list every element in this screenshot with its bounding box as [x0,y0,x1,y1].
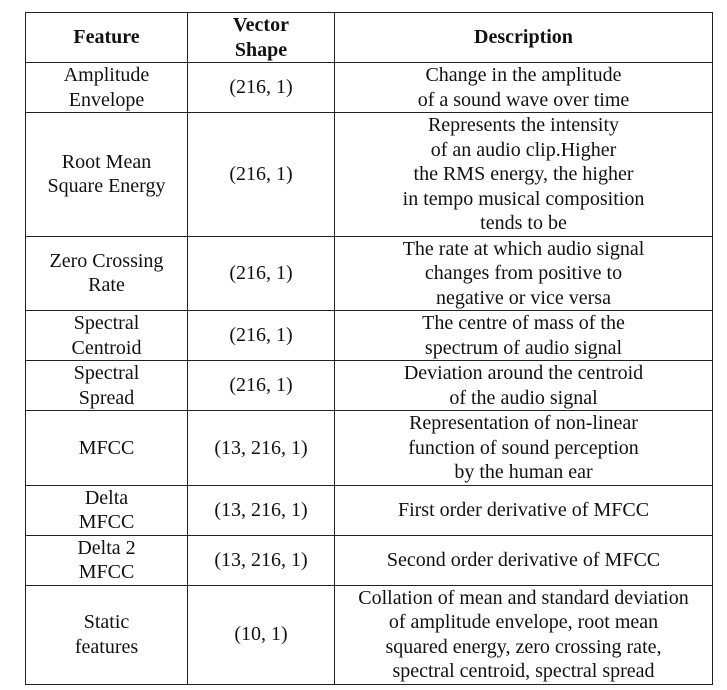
description-cell [335,236,713,311]
shape-cell [188,411,335,486]
description-cell-text: the RMS energy, the higher [413,163,634,185]
shape-cell-text: (10, 1) [234,623,288,646]
table-body [26,63,713,685]
table-row [26,236,713,311]
description-cell-text: Representation of non-linear [409,412,638,434]
header-shape-line-1: Vector [233,14,289,36]
description-cell [335,63,713,113]
header-description-label: Description [474,26,573,49]
description-cell-text: The rate at which audio signal [402,237,645,260]
shape-cell-text: (216, 1) [229,324,293,347]
description-cell-text: tends to be [480,212,567,234]
feature-cell-text: Static [83,611,130,633]
shape-cell-text: (13, 216, 1) [214,498,308,521]
description-cell [335,113,713,237]
shape-cell-text: (216, 1) [229,374,293,397]
feature-cell-text: Centroid [71,336,142,359]
description-cell [335,535,713,585]
description-cell [335,311,713,361]
feature-cell [26,311,188,361]
table-row [26,411,713,486]
table-row [26,63,713,113]
description-cell [335,485,713,535]
table-row [26,485,713,535]
table-row [26,311,713,361]
shape-cell [188,311,335,361]
feature-cell-text: Root Mean [61,150,152,173]
feature-cell-text: Rate [88,274,125,297]
description-cell-text: squared energy, zero crossing rate, [385,635,662,658]
shape-cell-text: (13, 216, 1) [214,436,308,459]
description-cell-text: First order derivative of MFCC [397,498,650,521]
feature-cell [26,113,188,237]
description-cell-text: in tempo musical composition [402,187,645,210]
feature-cell-text: Envelope [68,88,145,111]
description-cell-text: of an audio clip.Higher [430,138,617,161]
description-cell-text: of the audio signal [449,386,598,409]
feature-cell-text: Amplitude [63,64,150,86]
description-cell-text: Collation of mean and standard deviation [358,586,689,609]
shape-cell [188,535,335,585]
header-feature-label: Feature [73,26,140,49]
description-cell-text: Represents the intensity [427,114,620,136]
feature-cell-text: Spectral [73,362,140,384]
header-shape-line-2: Shape [234,38,288,61]
feature-cell [26,361,188,411]
feature-cell-text: Delta 2 [77,536,136,559]
feature-cell [26,535,188,585]
header-description [335,13,713,63]
feature-cell-text: MFCC [78,561,135,583]
shape-cell-text: (216, 1) [229,163,293,185]
table-row [26,113,713,237]
feature-cell [26,585,188,684]
shape-cell-text: (216, 1) [229,262,293,284]
feature-cell-text: MFCC [78,511,135,533]
feature-cell [26,411,188,486]
description-cell-text: The centre of mass of the [422,312,625,334]
features-table [25,12,713,685]
description-cell-text: of amplitude envelope, root mean [388,611,659,633]
description-cell-text: of a sound wave over time [417,88,630,111]
description-cell-text: Change in the amplitude [425,64,622,86]
shape-cell [188,63,335,113]
feature-cell-text: Zero Crossing [49,249,164,272]
feature-cell [26,63,188,113]
shape-cell [188,361,335,411]
description-cell-text: spectrum of audio signal [424,336,623,359]
description-cell [335,411,713,486]
description-cell-text: negative or vice versa [436,286,611,309]
shape-cell [188,485,335,535]
description-cell-text: function of sound perception [408,436,639,459]
shape-cell-text: (13, 216, 1) [214,548,308,571]
description-cell-text: Second order derivative of MFCC [386,548,661,571]
description-cell-text: changes from positive to [424,262,623,284]
description-cell [335,361,713,411]
table-row [26,585,713,684]
feature-cell-text: MFCC [78,436,135,459]
feature-cell-text: Delta [84,486,129,509]
feature-cell-text: features [74,635,139,658]
feature-cell-text: Spectral [73,312,140,334]
feature-cell [26,236,188,311]
shape-cell [188,236,335,311]
shape-cell-text: (216, 1) [229,76,293,99]
feature-cell-text: Spread [78,386,135,409]
shape-cell [188,113,335,237]
table-row [26,535,713,585]
header-row [26,13,713,63]
table-row [26,361,713,411]
description-cell-text: spectral centroid, spectral spread [392,660,655,682]
shape-cell [188,585,335,684]
header-feature [26,13,188,63]
description-cell-text: Deviation around the centroid [403,362,644,384]
header-vector-shape [188,13,335,63]
feature-cell [26,485,188,535]
description-cell [335,585,713,684]
description-cell-text: by the human ear [454,461,593,483]
feature-cell-text: Square Energy [47,175,166,198]
